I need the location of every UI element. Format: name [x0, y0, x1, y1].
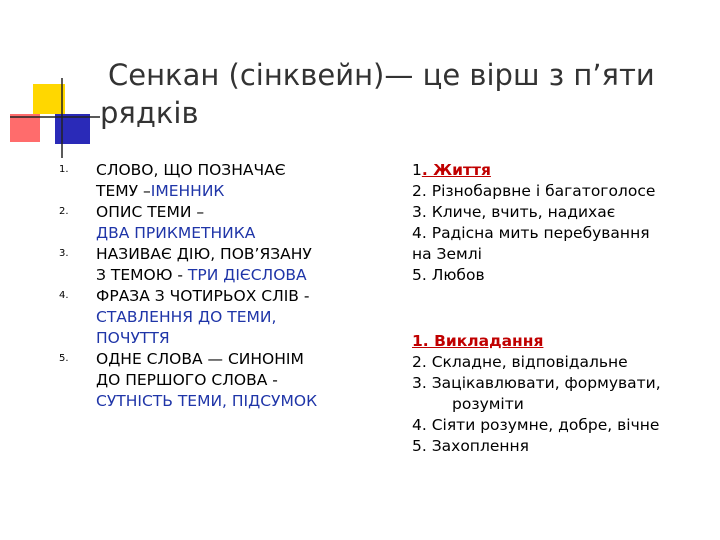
example-vykladannia: [412, 331, 712, 457]
example-line: [412, 244, 712, 265]
list-item: [0, 286, 380, 349]
text-segment: 5. Любов: [412, 266, 485, 284]
text-segment: ТЕМУ –: [96, 182, 151, 200]
example-zhyttia: [412, 160, 712, 286]
title-line-2: рядків: [100, 96, 199, 130]
text-segment: З ТЕМОЮ -: [96, 266, 188, 284]
highlight-word: 1. Викладання: [412, 332, 544, 350]
list-item: [0, 202, 380, 244]
list-number: 2.: [59, 206, 69, 217]
list-item-line: [96, 265, 380, 286]
list-number: 4.: [59, 290, 69, 301]
list-item: [0, 349, 380, 412]
yellow-square: [33, 84, 65, 114]
list-item-line: [96, 307, 380, 328]
example-line: [412, 373, 712, 394]
text-segment: ДО ПЕРШОГО СЛОВА -: [96, 371, 278, 389]
list-item-line: [96, 160, 380, 181]
list-item-line: [96, 328, 380, 349]
blue-square: [55, 114, 90, 144]
list-item-line: [96, 244, 380, 265]
text-segment: ФРАЗА З ЧОТИРЬОХ СЛІВ -: [96, 287, 310, 305]
example-line: [412, 265, 712, 286]
text-segment: ОДНЕ СЛОВА — СИНОНІМ: [96, 350, 304, 368]
list-item: [0, 160, 380, 202]
example-line: [412, 394, 712, 415]
text-segment: СЛОВО, ЩО ПОЗНАЧАЄ: [96, 161, 286, 179]
list-item-line: [96, 223, 380, 244]
text-segment: 2. Складне, відповідальне: [412, 353, 628, 371]
list-item: [0, 244, 380, 286]
text-segment: на Землі: [412, 245, 482, 263]
list-item-line: [96, 370, 380, 391]
highlight-text: ІМЕННИК: [150, 182, 225, 200]
list-item-line: [96, 286, 380, 307]
text-segment: 3. Зацікавлювати, формувати,: [412, 374, 661, 392]
list-item-line: [96, 349, 380, 370]
list-item-line: [96, 202, 380, 223]
list-item-line: [96, 391, 380, 412]
red-square: [10, 114, 40, 142]
highlight-word: . Життя: [421, 161, 491, 179]
highlight-text: СУТНІСТЬ ТЕМИ, ПІДСУМОК: [96, 392, 318, 410]
example-line: [412, 331, 712, 352]
highlight-text: ПОЧУТТЯ: [96, 329, 170, 347]
text-segment: НАЗИВАЄ ДІЮ, ПОВ’ЯЗАНУ: [96, 245, 312, 263]
highlight-text: СТАВЛЕННЯ ДО ТЕМИ,: [96, 308, 277, 326]
title-line-1: Сенкан (сінквейн)— це вірш з п’яти: [108, 58, 655, 92]
list-number: 1.: [59, 164, 69, 175]
example-line: [412, 181, 712, 202]
text-segment: 2. Різнобарвне і багатоголосе: [412, 182, 656, 200]
example-line: [412, 352, 712, 373]
list-number: 5.: [59, 353, 69, 364]
text-segment: 4. Радісна мить перебування: [412, 224, 650, 242]
example-line: [412, 223, 712, 244]
list-number: 3.: [59, 248, 69, 259]
highlight-text: ТРИ ДІЄСЛОВА: [187, 266, 307, 284]
example-line: [412, 436, 712, 457]
example-line: [412, 160, 712, 181]
text-segment: 1: [412, 161, 422, 179]
list-item-line: [96, 181, 380, 202]
text-segment: 3. Кличе, вчить, надихає: [412, 203, 616, 221]
decorative-squares: [0, 0, 100, 160]
text-segment: 4. Сіяти розумне, добре, вічне: [412, 416, 660, 434]
text-segment: 5. Захоплення: [412, 437, 529, 455]
structure-list: [0, 160, 380, 412]
slide-title: [100, 56, 700, 132]
example-line: [412, 415, 712, 436]
text-segment: ОПИС ТЕМИ –: [96, 203, 205, 221]
highlight-text: ДВА ПРИКМЕТНИКА: [96, 224, 256, 242]
text-segment: розуміти: [452, 395, 524, 413]
example-line: [412, 202, 712, 223]
